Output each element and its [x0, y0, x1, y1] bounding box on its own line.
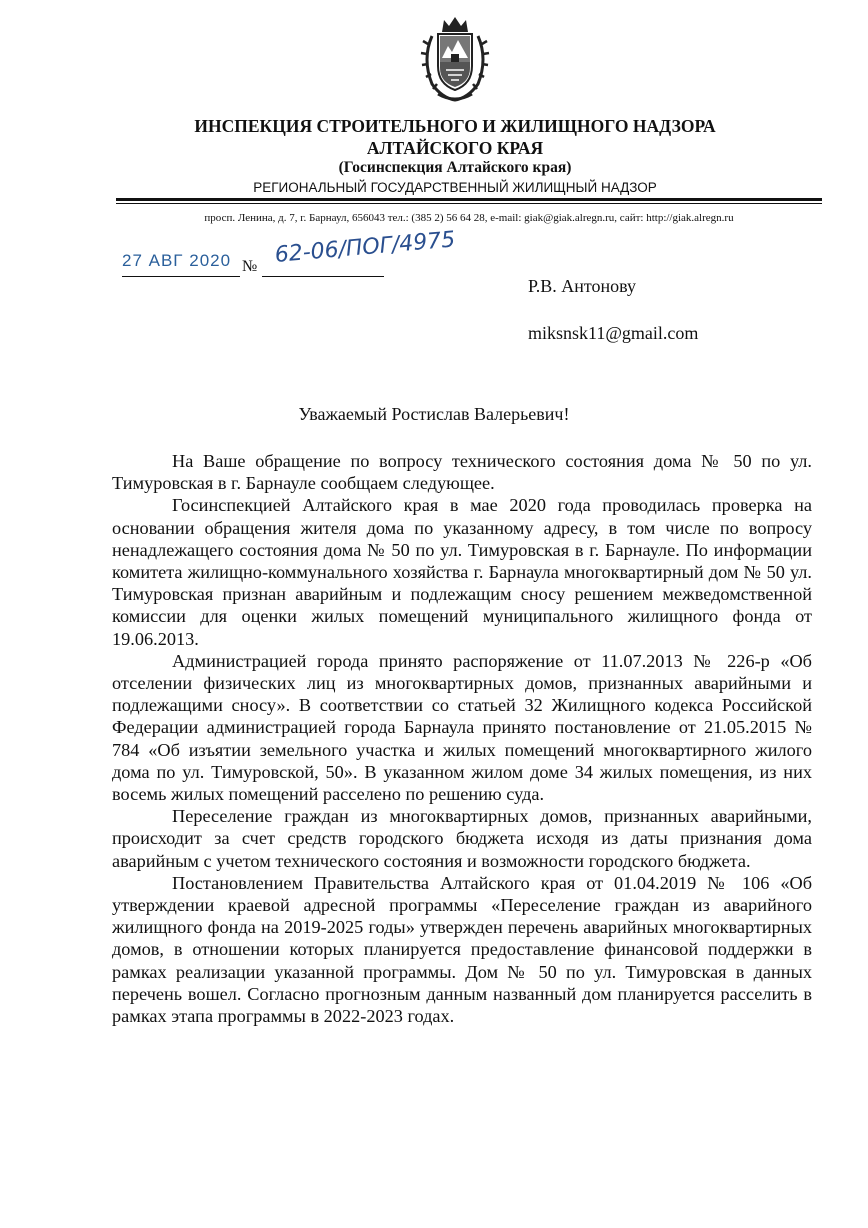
- header-rule-thin: [116, 203, 822, 204]
- recipient-name: Р.В. Антонову: [528, 276, 637, 296]
- paragraph: Переселение граждан из многоквартирных домов, признанных аварийными, происходит за счет средств городского бюджета исходя из даты признания дома аварийным с учетом технического состояния и возможности городского бюджета.: [112, 806, 812, 871]
- organization-contacts: просп. Ленина, д. 7, г. Барнаул, 656043 тел.: (385 2) 56 64 28, e-mail: giak@giak.alregn.ru, сайт: http://giak.alregn.ru: [204, 212, 734, 224]
- letter-body: [112, 450, 812, 1027]
- coat-of-arms-icon: [418, 14, 492, 104]
- organization-short-name: (Госинспекция Алтайского края): [338, 159, 572, 176]
- paragraph: На Ваше обращение по вопросу технического состояния дома № 50 по ул. Тимуровская в г. Барнауле сообщаем следующее.: [112, 451, 812, 494]
- paragraph: Администрацией города принято распоряжение от 11.07.2013 № 226-р «Об отселении физических лиц из многоквартирных домов, признанных аварийными и подлежащими сносу». В соответствии со статьей 32 Жилищного кодекса Российской Федерации администрацией города Барнаула принято постановление от 21.05.2015 № 784 «Об изъятии земельного участка и жилых помещений многоквартирного жилого дома по ул. Тимуровской, 50». В указанном жилом доме 34 жилых помещения, из них восемь жилых помещений расселено по решению суда.: [112, 650, 812, 805]
- date-stamp: 27 АВГ 2020: [122, 251, 232, 270]
- paragraph: Госинспекцией Алтайского края в мае 2020 года проводилась проверка на основании обращения жителя дома по указанному адресу, в том числе по вопросу ненадлежащего состояния дома № 50 по ул. Тимуровская в г. Барнауле. По информации комитета жилищно-коммунального хозяйства г. Барнаула многоквартирный дом № 50 ул. Тимуровская признан аварийным и подлежащим сносу решением межведомственной комиссии для оценки жилых помещений муниципального жилищного фонда от 19.06.2013.: [112, 495, 812, 649]
- registration-number: 62-06/ПОГ/4975: [273, 227, 457, 268]
- organization-service: РЕГИОНАЛЬНЫЙ ГОСУДАРСТВЕННЫЙ ЖИЛИЩНЫЙ НАДЗОР: [253, 180, 657, 195]
- date-underline: [122, 276, 240, 277]
- number-sign: №: [242, 258, 258, 275]
- organization-name: ИНСПЕКЦИЯ СТРОИТЕЛЬНОГО И ЖИЛИЩНОГО НАДЗОРА: [194, 116, 716, 136]
- organization-region: АЛТАЙСКОГО КРАЯ: [366, 138, 544, 158]
- recipient-email: miksnsk11@gmail.com: [528, 323, 699, 343]
- paragraph: Постановлением Правительства Алтайского края от 01.04.2019 № 106 «Об утверждении краевой адресной программы «Переселение граждан из аварийного жилищного фонда на 2019-2025 годы» утвержден перечень аварийных многоквартирных домов, в отношении которых планируется предоставление финансовой поддержки в рамках реализации указанной программы. Дом № 50 по ул. Тимуровская в данных перечень вошел. Согласно прогнозным данным названный дом планируется расселить в рамках этапа программы в 2022-2023 годах.: [112, 872, 812, 1027]
- greeting: Уважаемый Ростислав Валерьевич!: [298, 404, 570, 424]
- number-underline: [262, 276, 384, 277]
- header-rule: [116, 198, 822, 201]
